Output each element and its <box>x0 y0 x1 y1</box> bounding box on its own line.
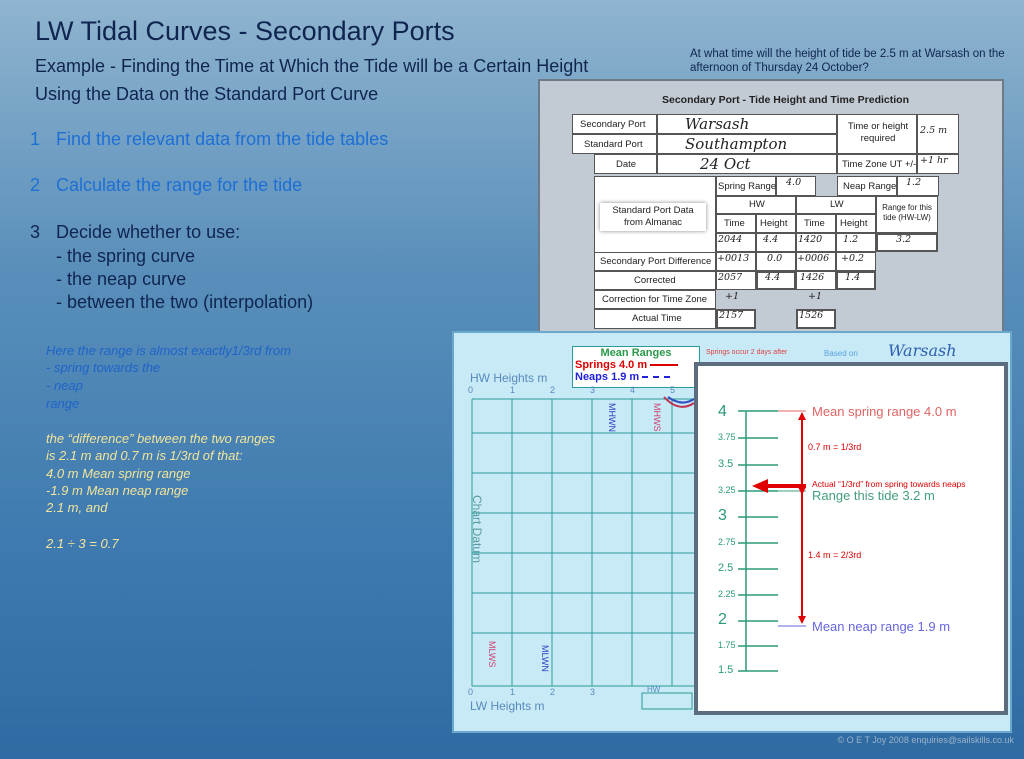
note-line-9: 2.1 m, and <box>46 500 108 515</box>
scale-major-3: 3 <box>718 507 727 524</box>
two-thirds-label: 1.4 m = 2/3rd <box>808 550 862 560</box>
diff-hw-time: +0013 <box>717 253 750 264</box>
neap-range-label: Neap Range <box>843 181 897 192</box>
actual-lw: 1526 <box>799 310 824 321</box>
form-title: Secondary Port - Tide Height and Time Prediction <box>662 94 909 106</box>
note-line-6: is 2.1 m and 0.7 m is 1/3rd of that: <box>46 448 243 463</box>
hw-heights-label: HW Heights m <box>470 371 548 385</box>
scale-major-2.5: 2.5 <box>718 562 734 574</box>
springs-note: Springs occur 2 days after <box>706 349 788 356</box>
actual-time-label: Actual Time <box>632 313 682 324</box>
std-hw-time: 2044 <box>718 234 743 245</box>
step-1: 1 Find the relevant data from the tide tables <box>30 129 389 149</box>
std-lw-time: 1420 <box>798 234 823 245</box>
legend-springs: Springs 4.0 m <box>573 359 699 371</box>
spring-range-marker-label: Mean spring range 4.0 m <box>812 404 957 419</box>
diff-label: Secondary Port Difference <box>600 256 712 267</box>
timezone-value: +1 hr <box>920 155 948 166</box>
scale-major-2: 2 <box>718 611 727 628</box>
std-lw-height: 1.2 <box>843 234 859 245</box>
hw-tick-5: 5 <box>670 385 676 395</box>
standard-port-label: Standard Port <box>584 139 643 150</box>
corr-hw-time: 2057 <box>718 272 743 283</box>
note-line-10: 2.1 ÷ 3 = 0.7 <box>46 536 119 551</box>
corrected-label: Corrected <box>634 275 676 286</box>
step-3: 3 Decide whether to use: <box>30 222 241 242</box>
question-text: At what time will the height of tide be 2.5 m at Warsash on the afternoon of Thursday 24 October? <box>690 48 1005 74</box>
note-line-3: - neap <box>46 378 83 393</box>
lw-tick-1: 1 <box>510 687 516 697</box>
range-value: 3.2 <box>896 234 912 245</box>
neap-range-value: 1.2 <box>906 177 922 188</box>
mlws-label: MLWS <box>487 641 497 668</box>
tide-prediction-form <box>538 79 1004 335</box>
lw-height-header: Height <box>840 218 868 229</box>
bullet-spring: - the spring curve <box>56 246 196 266</box>
scale-major-1.5: 1.5 <box>718 664 734 676</box>
tz-correction-label: Correction for Time Zone <box>602 294 708 305</box>
lw-tick-3: 3 <box>590 687 596 697</box>
copyright: © O E T Joy 2008 enquiries@sailskills.co.uk <box>837 735 1014 745</box>
scale-major-3.5: 3.5 <box>718 458 734 470</box>
slide-subtitle-2: Using the Data on the Standard Port Curve <box>35 84 379 104</box>
scale-minor-2.25: 2.25 <box>718 589 736 599</box>
slide-title: LW Tidal Curves - Secondary Ports <box>35 16 455 46</box>
bullet-neap: - the neap curve <box>56 269 187 289</box>
diff-lw-height: +0.2 <box>841 253 865 264</box>
hw-height-header: Height <box>760 218 788 229</box>
standard-port-value: Southampton <box>685 135 788 153</box>
lw-header: LW <box>830 199 844 210</box>
note-line-7: 4.0 m Mean spring range <box>46 466 191 481</box>
scale-minor-1.75: 1.75 <box>718 640 736 650</box>
corr-lw-time: 1426 <box>800 272 825 283</box>
secondary-port-value: Warsash <box>685 115 750 133</box>
legend: Mean Ranges Springs 4.0 m Neaps 1.9 m <box>572 346 700 388</box>
scale-minor-2.75: 2.75 <box>718 537 736 547</box>
secondary-port-label: Secondary Port <box>580 119 646 130</box>
legend-neaps: Neaps 1.9 m <box>573 371 699 383</box>
lw-time-header: Time <box>804 218 825 229</box>
tz-hw: +1 <box>725 291 740 302</box>
time-or-height-label: Time or height required <box>847 121 909 144</box>
hw-tick-2: 2 <box>550 385 556 395</box>
mhws-label: MHWS <box>652 403 662 432</box>
range-label: Range for this tide (HW-LW) <box>882 203 932 222</box>
hw-tick-0: 0 <box>468 385 474 395</box>
actual-third-label: Actual “1/3rd” from spring towards neaps <box>812 479 966 489</box>
corr-hw-height: 4.4 <box>765 272 781 283</box>
slide-subtitle: Example - Finding the Time at Which the Tide will be a Certain Height <box>35 56 589 76</box>
diff-hw-height: 0.0 <box>767 253 783 264</box>
based-on: Based on <box>824 349 858 358</box>
note-line-4: range <box>46 396 80 411</box>
date-label: Date <box>616 159 637 170</box>
bullet-interpolation: - between the two (interpolation) <box>56 292 314 312</box>
hw-header: HW <box>749 199 765 210</box>
spring-range-value: 4.0 <box>786 177 802 188</box>
diff-lw-time: +0006 <box>797 253 830 264</box>
hw-time-header: Time <box>724 218 745 229</box>
tz-lw: +1 <box>808 291 823 302</box>
hw-tick-3: 3 <box>590 385 596 395</box>
lw-heights-label: LW Heights m <box>470 699 545 713</box>
corr-lw-height: 1.4 <box>845 272 861 283</box>
std-port-data-label: Standard Port Data from Almanac <box>600 203 706 231</box>
hw-tick-4: 4 <box>630 385 636 395</box>
hw-box-label: HW <box>647 685 661 694</box>
actual-hw: 2157 <box>719 310 744 321</box>
one-third-label: 0.7 m = 1/3rd <box>808 442 862 452</box>
lw-tick-2: 2 <box>550 687 556 697</box>
mhwn-label: MHWN <box>607 403 617 432</box>
note-line-1: Here the range is almost exactly1/3rd from <box>46 343 291 358</box>
range-scale-inset <box>694 362 1008 715</box>
timezone-label: Time Zone UT +/- <box>842 159 917 170</box>
chart-port-name: Warsash <box>888 341 957 360</box>
scale-major-4: 4 <box>718 403 727 420</box>
neap-range-marker-label: Mean neap range 1.9 m <box>812 619 951 634</box>
std-hw-height: 4.4 <box>763 234 779 245</box>
step-2: 2 Calculate the range for the tide <box>30 175 303 195</box>
this-tide-label: Range this tide 3.2 m <box>812 488 935 503</box>
date-value: 24 Oct <box>700 155 751 173</box>
scale-minor-3.75: 3.75 <box>718 432 736 442</box>
note-line-5: the “difference” between the two ranges <box>46 431 276 446</box>
mlwn-label: MLWN <box>540 645 550 672</box>
note-line-8: -1.9 m Mean neap range <box>46 483 189 498</box>
chart-datum-label: Chart Datum <box>470 495 484 564</box>
lw-tick-0: 0 <box>468 687 474 697</box>
scale-minor-3.25: 3.25 <box>718 485 736 495</box>
hw-tick-1: 1 <box>510 385 516 395</box>
spring-range-label: Spring Range <box>718 181 777 192</box>
note-line-2: - spring towards the <box>46 360 161 375</box>
time-or-height-value: 2.5 m <box>920 125 948 136</box>
